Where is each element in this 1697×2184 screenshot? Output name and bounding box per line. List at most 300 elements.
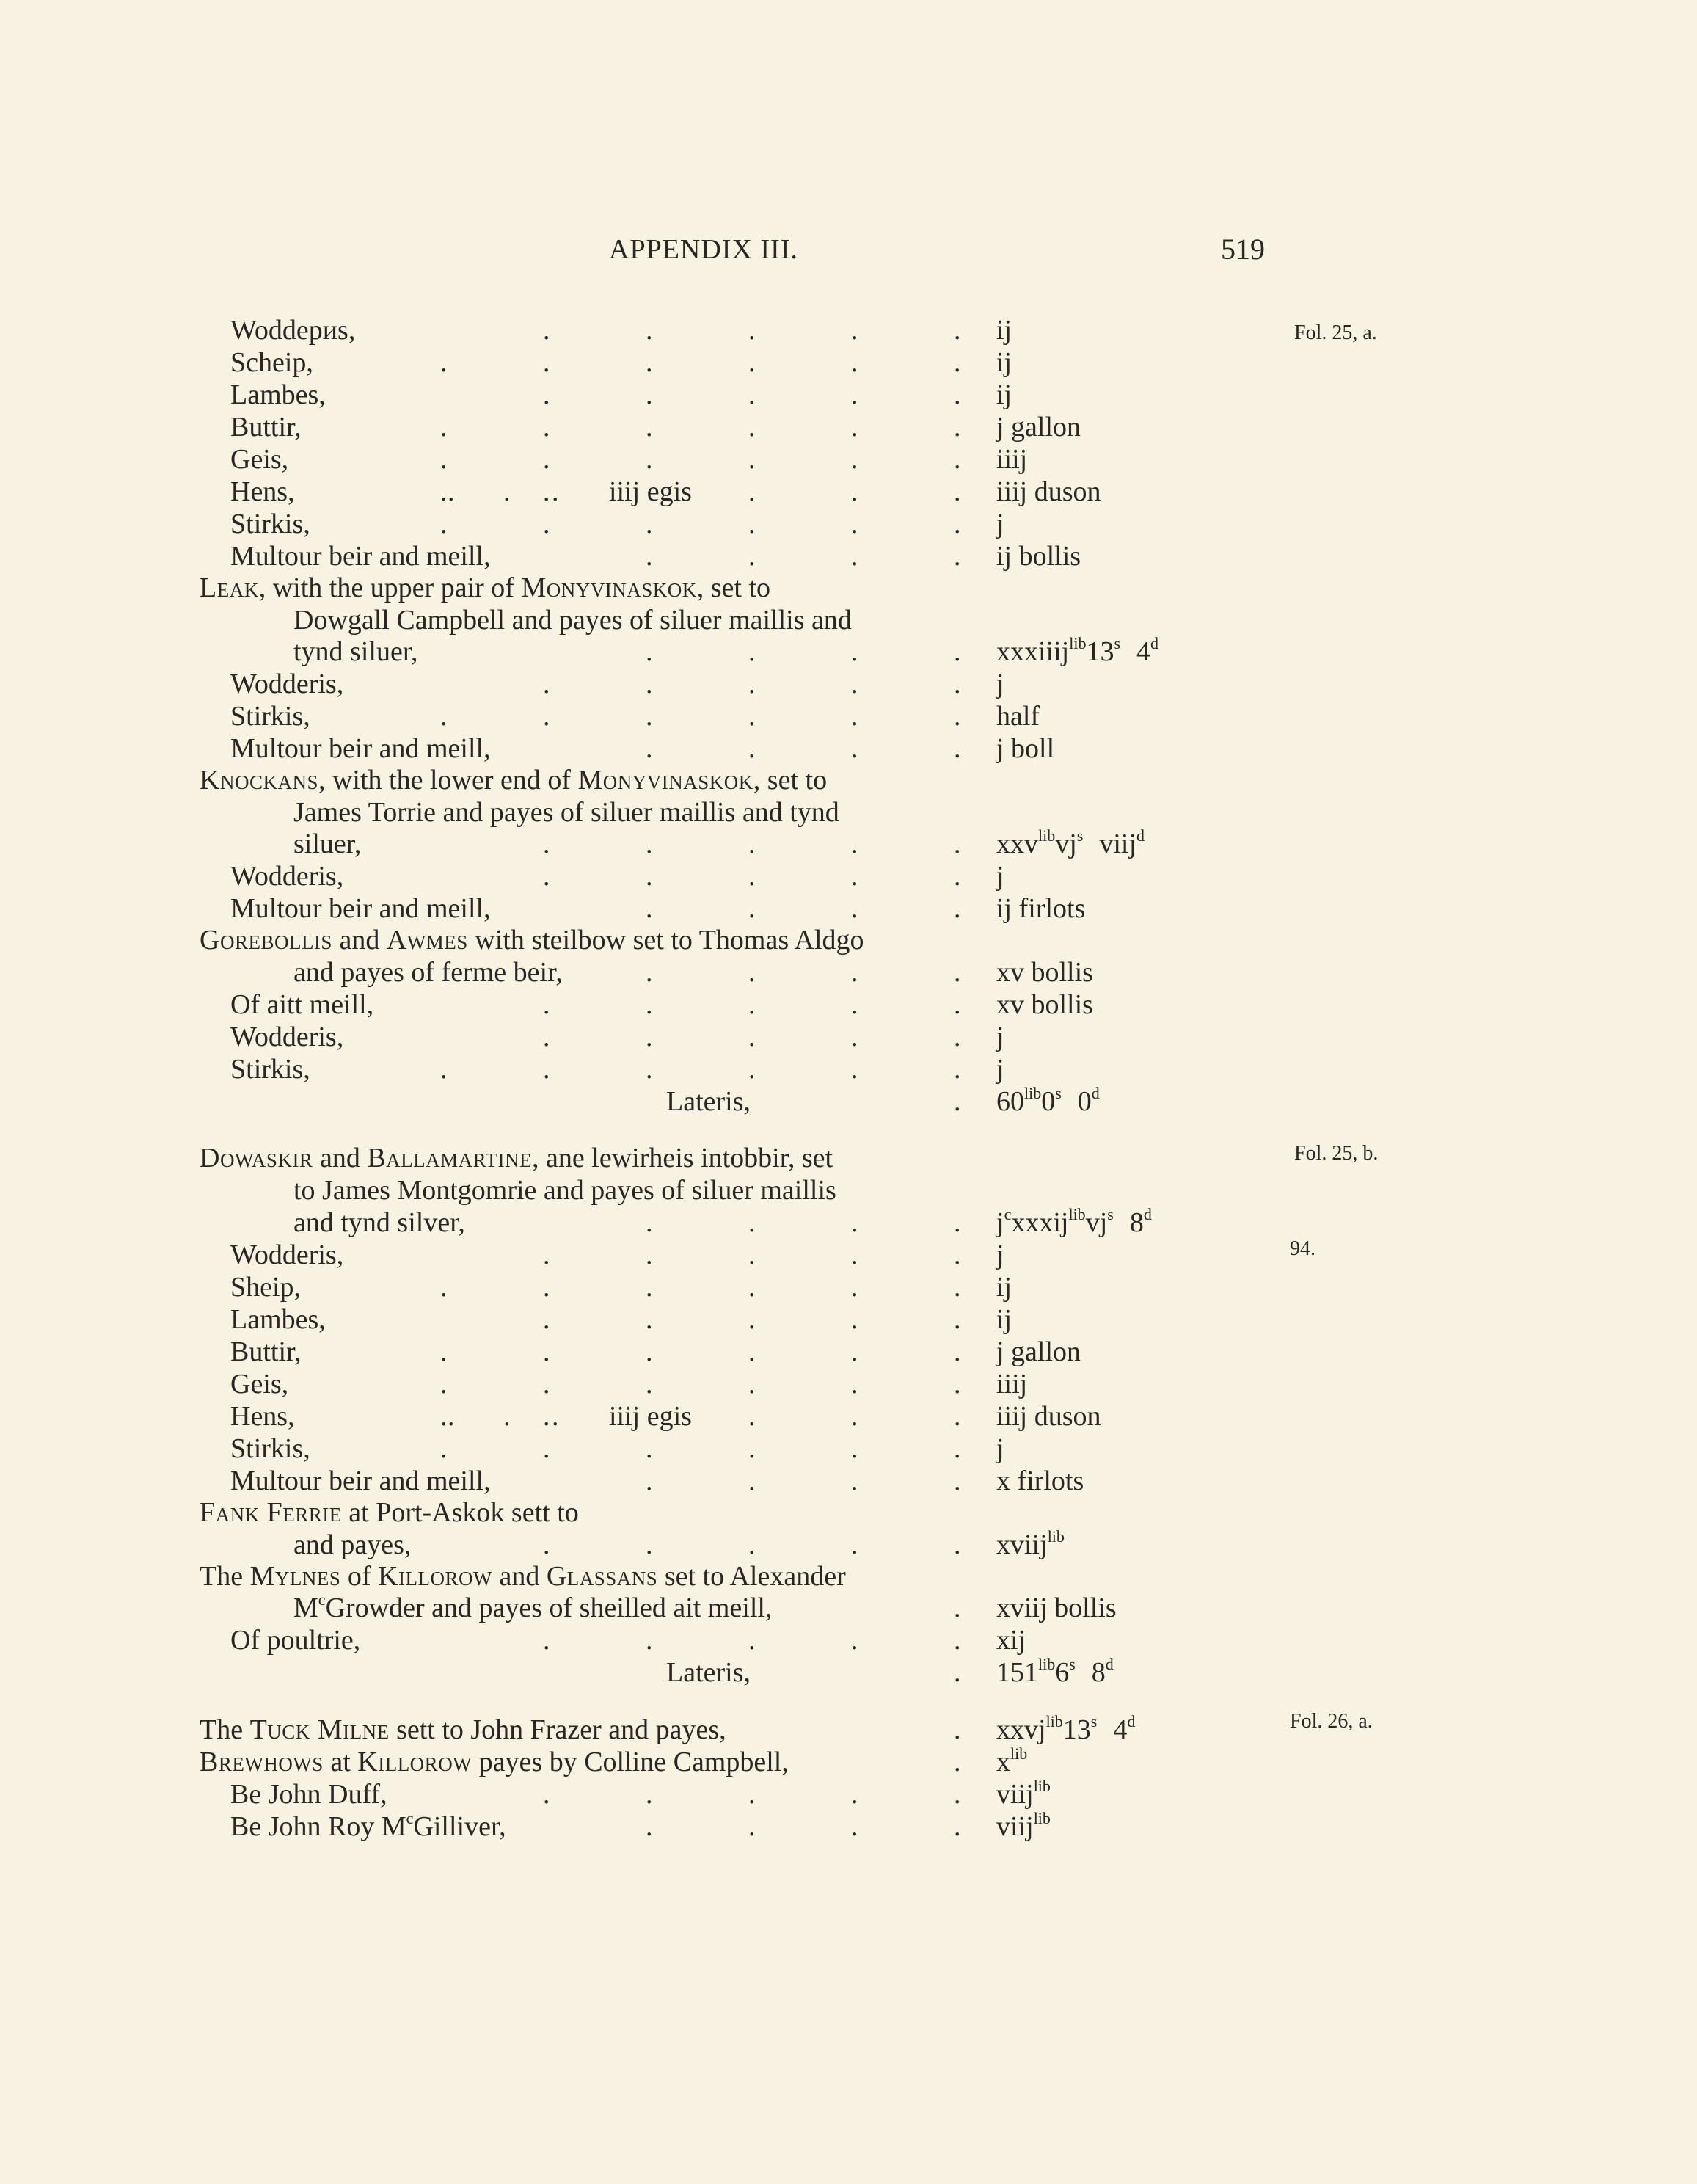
entry-label: and payes of ferme beir,: [293, 957, 563, 988]
entry-value: [996, 1271, 1012, 1303]
value-part: ij bollis: [996, 541, 1081, 572]
entry-value: [996, 1085, 1100, 1118]
leader-dot: .: [851, 989, 858, 1020]
leader-dot: .: [954, 1336, 961, 1367]
ledger-entry: [0, 1810, 1697, 1843]
entry-label: Dowgall Campbell and payes of siluer maillis and: [293, 605, 852, 636]
leader-dots: [0, 1206, 1697, 1239]
entry-label: and tynd silver,: [293, 1207, 465, 1238]
entry-label: Of poultrie,: [230, 1625, 361, 1656]
entry-label: Lambes,: [230, 379, 326, 410]
unit-superscript: lib: [1047, 1527, 1065, 1546]
label-text: with steilbow set to Thomas Aldgo: [467, 925, 864, 956]
value-part: xv bollis: [996, 957, 1093, 988]
leader-dots: [0, 1656, 1697, 1689]
unit-superscript: d: [1091, 1084, 1100, 1102]
label-text: The: [200, 1714, 250, 1745]
label-text: payes by Colline Campbell,: [472, 1747, 789, 1777]
entry-label: Wodderis,: [230, 1240, 344, 1270]
ledger-entry: [0, 764, 1697, 796]
value-part: xv bollis: [996, 989, 1093, 1020]
entry-value: [996, 1656, 1114, 1689]
leader-dot: .: [748, 957, 756, 988]
leader-dot: .: [543, 315, 550, 346]
leader-dot: .: [748, 893, 756, 924]
unit-superscript: lib: [1010, 1744, 1028, 1763]
entry-label: Of aitt meill,: [230, 989, 374, 1020]
entry-value: [996, 636, 1158, 668]
leader-dot: .: [954, 701, 961, 732]
value-part: viij$^{lib}$: [996, 1809, 1051, 1842]
leader-dots: [0, 1778, 1697, 1810]
value-part: 4$^d$: [1136, 634, 1159, 667]
ledger-entry: [0, 860, 1697, 892]
entry-label: Be John Duff,: [230, 1779, 387, 1810]
entry-value: [996, 1810, 1051, 1843]
entry-value: [996, 732, 1054, 765]
leader-dots: [0, 1746, 1697, 1778]
leader-dot: .: [748, 1433, 756, 1464]
entry-label: Buttir,: [230, 1336, 302, 1367]
leader-dot: .: [646, 379, 653, 410]
leader-dot: .: [851, 733, 858, 764]
leader-dot: .: [646, 1336, 653, 1367]
place-name: Knockans: [200, 765, 318, 796]
leader-dot: .: [646, 412, 653, 443]
leader-dot: .: [851, 1336, 858, 1367]
leader-dot: .: [748, 733, 756, 764]
leader-dot: .: [851, 347, 858, 378]
leader-dots: [0, 700, 1697, 732]
entry-label: Lambes,: [230, 1304, 326, 1335]
leader-dots: [0, 314, 1697, 346]
leader-dot: .: [748, 1054, 756, 1085]
value-part: 6$^s$: [1055, 1655, 1076, 1688]
entry-value: [996, 956, 1093, 989]
unit-superscript: s: [1107, 1205, 1114, 1223]
label-text: M: [293, 1592, 318, 1623]
leader-dot: .: [440, 1272, 448, 1303]
leader-dots: [0, 1810, 1697, 1843]
value-part: j: [996, 509, 1004, 539]
leader-dot: .: [748, 379, 756, 410]
label-text: of: [340, 1561, 379, 1592]
leader-dots: [0, 1085, 1697, 1118]
entry-label: [200, 764, 827, 796]
value-part: x firlots: [996, 1466, 1084, 1496]
leader-dots: [0, 636, 1697, 668]
leader-dot: .: [748, 1304, 756, 1335]
entry-label: [200, 572, 770, 604]
entry-value: [996, 1239, 1004, 1271]
leader-dot: .: [646, 509, 653, 539]
leader-dot: .: [954, 412, 961, 443]
leader-dot: .: [646, 701, 653, 732]
entry-label: to James Montgomrie and payes of siluer maillis: [293, 1175, 836, 1206]
value-part: iiij: [996, 1369, 1028, 1399]
unit-superscript: s: [1114, 634, 1121, 652]
leader-dot: .: [851, 1466, 858, 1496]
entry-label: Hens,: [230, 1401, 295, 1432]
value-part: 8$^d$: [1129, 1205, 1152, 1238]
unit-superscript: lib: [1033, 1777, 1051, 1795]
ledger-entry: [0, 1400, 1697, 1433]
entry-value: [996, 1624, 1026, 1656]
entry-label: Hens,: [230, 476, 295, 507]
leader-dot: .: [851, 669, 858, 699]
value-part: $vj^s$: [1085, 1205, 1114, 1238]
value-part: $151^{lib}$: [996, 1655, 1056, 1688]
label-text: and: [332, 925, 387, 956]
value-part: iiij duson: [996, 1401, 1101, 1432]
leader-dot: .: [440, 701, 448, 732]
value-part: xviij$^{lib}$: [996, 1527, 1065, 1560]
leader-dots: [0, 956, 1697, 989]
leader-dot: .: [440, 1336, 448, 1367]
entry-value: [996, 1746, 1027, 1778]
entry-label: Wodderis,: [230, 861, 344, 892]
entry-label: Lateris,: [666, 1657, 751, 1688]
entry-label: Lateris,: [666, 1086, 751, 1117]
entry-label: Stirkis,: [230, 509, 310, 539]
leader-dot: .: [543, 861, 550, 892]
leader-dot: .: [954, 1207, 961, 1238]
entry-label: Wodderis,: [230, 669, 344, 699]
leader-dot: .: [954, 1529, 961, 1560]
ledger-entry: [0, 379, 1697, 411]
place-name: Brewhows: [200, 1747, 324, 1777]
leader-dot: .: [748, 1401, 756, 1432]
ledger-entry: [0, 1496, 1697, 1529]
leader-dot: .: [440, 476, 448, 507]
entry-value: [996, 1592, 1117, 1624]
leader-dot: .: [851, 893, 858, 924]
leader-dot: .: [440, 347, 448, 378]
unit-superscript: lib: [1024, 1084, 1042, 1102]
leader-dot: .: [748, 989, 756, 1020]
leader-dot: .: [954, 1240, 961, 1270]
leader-dots: [0, 1368, 1697, 1400]
entry-value: [996, 1465, 1084, 1497]
leader-dot: .: [543, 1401, 550, 1432]
leader-dot: .: [646, 1779, 653, 1810]
ledger-entry: [0, 1053, 1697, 1085]
leader-dot: .: [954, 444, 961, 475]
leader-dots: [0, 1271, 1697, 1303]
leader-dot: .: [646, 1022, 653, 1052]
value-part: xxxiiij$^{lib}$: [996, 634, 1087, 667]
leader-dot: .: [851, 1625, 858, 1656]
place-name: Tuck Milne: [249, 1714, 390, 1745]
leader-dot: .: [748, 347, 756, 378]
leader-dot: .: [954, 829, 961, 859]
leader-dot: .: [954, 861, 961, 892]
place-name: Glassans: [546, 1561, 658, 1592]
entry-value: [996, 411, 1081, 443]
entry-value: [996, 379, 1012, 411]
leader-dot: .: [851, 1207, 858, 1238]
leader-dots: [0, 508, 1697, 540]
leader-dot: .: [543, 1272, 550, 1303]
leader-dot: .: [646, 1529, 653, 1560]
leader-dot: .: [851, 1054, 858, 1085]
leader-dot: .: [543, 701, 550, 732]
label-text: at Port-Askok sett to: [341, 1497, 579, 1528]
leader-dot: .: [748, 1336, 756, 1367]
leader-dot: .: [646, 541, 653, 572]
leader-dot: .: [543, 1529, 550, 1560]
ledger-entry: [0, 1592, 1697, 1624]
entry-value: [996, 508, 1004, 540]
entry-value: [996, 700, 1040, 732]
leader-dot: .: [748, 1529, 756, 1560]
entry-value: [996, 860, 1004, 892]
value-part: 4$^d$: [1113, 1712, 1136, 1745]
leader-dot: .: [503, 476, 511, 507]
leader-dots: [0, 1053, 1697, 1085]
ledger-entry: [0, 636, 1697, 668]
label-text: , set to: [696, 572, 771, 603]
entry-value: [996, 1368, 1027, 1400]
unit-superscript: lib: [1068, 1205, 1086, 1223]
leader-dot: .: [748, 861, 756, 892]
leader-dot: .: [954, 1433, 961, 1464]
entry-label: Wodderis,: [230, 1022, 344, 1052]
value-part: xxv$^{lib}$: [996, 826, 1056, 859]
leader-dot: .: [748, 1779, 756, 1810]
value-part: j: [996, 1433, 1004, 1464]
leader-dots: [0, 346, 1697, 379]
ledger-entry: [0, 1656, 1697, 1689]
leader-dot: .: [748, 1272, 756, 1303]
leader-dot: .: [748, 1207, 756, 1238]
unit-superscript: s: [1090, 1712, 1098, 1730]
entry-label: Geis,: [230, 444, 289, 475]
ledger-entry: [0, 1303, 1697, 1336]
leader-dot: .: [448, 1401, 455, 1432]
entry-value: [996, 346, 1012, 379]
ledger-entry: [0, 1529, 1697, 1561]
unit-superscript: d: [1150, 634, 1159, 652]
label-text: Growder and payes of sheilled ait meill,: [325, 1592, 773, 1623]
entry-label: [200, 1142, 833, 1174]
entry-value: [996, 1206, 1152, 1239]
leader-dots: [0, 1400, 1697, 1433]
label-text: , with the upper pair of: [258, 572, 522, 603]
leader-dot: .: [440, 1054, 448, 1085]
leader-dot: .: [954, 476, 961, 507]
leader-dots: [0, 443, 1697, 476]
leader-dot: .: [954, 1369, 961, 1399]
entry-value: [996, 1714, 1135, 1746]
leader-dot: .: [954, 1401, 961, 1432]
entry-label: Stirkis,: [230, 1433, 310, 1464]
leader-dot: .: [748, 1625, 756, 1656]
margin-note-number: 94.: [1290, 1237, 1315, 1260]
entry-label: Geis,: [230, 1369, 289, 1399]
place-name: Killorow: [357, 1747, 472, 1777]
leader-dot: .: [851, 1433, 858, 1464]
entry-middle-text: iiij egis: [609, 476, 692, 507]
ledger-entry: [0, 476, 1697, 508]
ledger-entry: [0, 1778, 1697, 1810]
unit-superscript: lib: [1038, 826, 1056, 845]
leader-dot: .: [851, 1811, 858, 1842]
ledger-entry: [0, 1206, 1697, 1239]
leader-dots: [0, 1303, 1697, 1336]
value-part: ij: [996, 379, 1012, 410]
leader-dot: .: [748, 669, 756, 699]
leader-dot: .: [552, 476, 559, 507]
leader-dot: .: [748, 509, 756, 539]
margin-note-folio: Fol. 25, a.: [1294, 321, 1377, 344]
leader-dot: .: [954, 1022, 961, 1052]
entry-label: [200, 1496, 579, 1529]
leader-dots: [0, 411, 1697, 443]
unit-superscript: d: [1136, 826, 1145, 845]
entry-label: Buttir,: [230, 412, 302, 443]
value-part: viij$^{lib}$: [996, 1777, 1051, 1810]
leader-dots: [0, 1592, 1697, 1624]
leader-dot: .: [503, 1401, 511, 1432]
ledger-entry: [0, 1239, 1697, 1271]
leader-dot: .: [440, 509, 448, 539]
value-part: j: [996, 1054, 1004, 1085]
entry-value: [996, 443, 1027, 476]
label-text: , ane lewirheis intobbir, set: [532, 1143, 833, 1173]
leader-dot: .: [954, 1592, 961, 1623]
value-part: ij: [996, 315, 1012, 346]
ledger-entry: [0, 411, 1697, 443]
ledger-entry: [0, 443, 1697, 476]
leader-dot: .: [646, 829, 653, 859]
leader-dot: .: [543, 509, 550, 539]
leader-dot: .: [646, 1054, 653, 1085]
leader-dot: .: [748, 541, 756, 572]
ledger-entry: [0, 572, 1697, 604]
leader-dots: [0, 892, 1697, 925]
leader-dot: .: [646, 1272, 653, 1303]
ledger-entry: [0, 989, 1697, 1021]
ledger-entry: [0, 796, 1697, 829]
place-name: Ballamartine: [367, 1143, 533, 1173]
leader-dot: .: [954, 1811, 961, 1842]
leader-dot: .: [552, 1401, 559, 1432]
leader-dot: .: [748, 1022, 756, 1052]
leader-dot: .: [646, 893, 653, 924]
leader-dot: .: [440, 1401, 448, 1432]
page-header: [0, 233, 1697, 270]
value-part: ij: [996, 1304, 1012, 1335]
unit-superscript: s: [1076, 826, 1084, 845]
leader-dots: [0, 989, 1697, 1021]
entry-value: [996, 1336, 1081, 1368]
label-text: set to Alexander: [657, 1561, 846, 1592]
leader-dot: .: [543, 379, 550, 410]
unit-superscript: d: [1105, 1655, 1114, 1673]
entry-value: [996, 1303, 1012, 1336]
leader-dot: .: [954, 1466, 961, 1496]
entry-value: [996, 1053, 1004, 1085]
entry-label: [200, 1560, 846, 1592]
leader-dot: .: [748, 1811, 756, 1842]
ledger-entry: [0, 732, 1697, 765]
running-title: APPENDIX III.: [609, 234, 798, 265]
label-text: and: [313, 1143, 368, 1173]
leader-dot: .: [954, 989, 961, 1020]
ledger-entry: [0, 1560, 1697, 1592]
value-part: j: [996, 669, 1004, 699]
place-name: Monyvinaskok: [521, 572, 697, 603]
leader-dot: .: [748, 444, 756, 475]
leader-dot: .: [954, 957, 961, 988]
leader-dot: .: [851, 636, 858, 667]
leader-dot: .: [440, 1433, 448, 1464]
leader-dot: .: [954, 1625, 961, 1656]
ledger-entry: [0, 956, 1697, 989]
leader-dot: .: [748, 829, 756, 859]
unit-superscript: s: [1055, 1084, 1062, 1102]
leader-dots: [0, 1021, 1697, 1053]
leader-dot: .: [543, 1369, 550, 1399]
leader-dot: .: [748, 1369, 756, 1399]
entry-value: [996, 1433, 1004, 1465]
leader-dot: .: [543, 476, 550, 507]
leader-dot: .: [851, 541, 858, 572]
value-part: xviij bollis: [996, 1592, 1117, 1623]
entry-value: [996, 1529, 1065, 1561]
place-name: Fank Ferrie: [200, 1497, 342, 1528]
leader-dot: .: [543, 669, 550, 699]
ledger-entry: [0, 604, 1697, 636]
leader-dot: .: [851, 1369, 858, 1399]
leader-dot: .: [851, 476, 858, 507]
leader-dot: .: [851, 315, 858, 346]
entry-label: siluer,: [293, 829, 362, 859]
leader-dot: .: [646, 861, 653, 892]
leader-dot: .: [748, 701, 756, 732]
leader-dot: .: [646, 1466, 653, 1496]
leader-dots: [0, 1336, 1697, 1368]
value-part: j gallon: [996, 412, 1081, 443]
value-part: ij: [996, 1272, 1012, 1303]
value-part: xij: [996, 1625, 1026, 1656]
ledger-entry: [0, 892, 1697, 925]
leader-dot: .: [646, 1304, 653, 1335]
leader-dot: .: [851, 957, 858, 988]
leader-dot: .: [954, 1714, 961, 1745]
entry-label: [200, 924, 864, 956]
value-part: $vj^s$: [1055, 826, 1084, 859]
value-part: 0$^d$: [1077, 1084, 1100, 1117]
leader-dot: .: [748, 1240, 756, 1270]
leader-dot: .: [543, 1240, 550, 1270]
leader-dot: .: [543, 1022, 550, 1052]
unit-superscript: lib: [1033, 1809, 1051, 1827]
value-part: j boll: [996, 733, 1055, 764]
leader-dot: .: [954, 669, 961, 699]
label-text: and: [492, 1561, 547, 1592]
unit-superscript: d: [1127, 1712, 1136, 1730]
ledger-entry: [0, 1142, 1697, 1174]
ledger-entry: [0, 1433, 1697, 1465]
leader-dot: .: [646, 444, 653, 475]
leader-dot: .: [748, 1466, 756, 1496]
entry-value: [996, 828, 1145, 860]
unit-superscript: lib: [1069, 634, 1087, 652]
value-part: ij firlots: [996, 893, 1086, 924]
entry-label: Scheip,: [230, 347, 313, 378]
